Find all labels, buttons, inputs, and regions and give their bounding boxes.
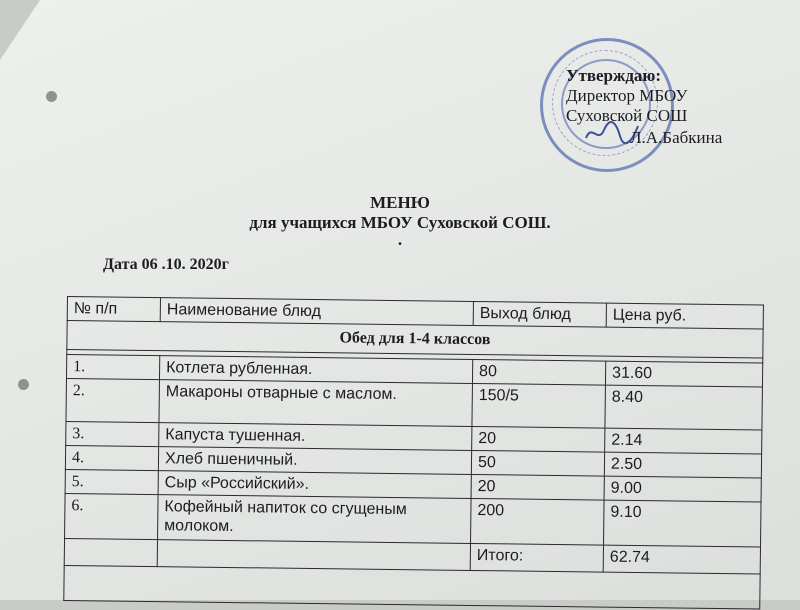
dish-portion: 200 xyxy=(471,498,605,545)
dish-portion: 20 xyxy=(472,426,605,452)
header-price: Цена руб. xyxy=(606,303,763,329)
approval-heading: Утверждаю: xyxy=(566,66,662,85)
total-value: 62.74 xyxy=(603,545,760,574)
section-title: Обед для 1-4 классов xyxy=(67,321,763,359)
header-portion: Выход блюд xyxy=(473,301,606,327)
menu-date: Дата 06 .10. 2020г xyxy=(103,256,229,273)
menu-subtitle: для учащихся МБОУ Суховской СОШ. xyxy=(249,213,551,232)
dish-price: 31.60 xyxy=(605,361,762,387)
menu-title: МЕНЮ xyxy=(370,193,430,212)
dish-portion: 50 xyxy=(471,450,604,476)
total-label: Итого: xyxy=(470,543,603,572)
dish-name: Капуста тушенная. xyxy=(159,423,472,451)
row-number: 2. xyxy=(66,378,160,422)
dish-name: Кофейный напиток со сгущеным молоком. xyxy=(158,495,472,544)
dish-name: Макароны отварные с маслом. xyxy=(159,380,473,427)
row-number: 5. xyxy=(65,469,158,494)
row-number: 3. xyxy=(66,421,159,446)
dish-price: 2.50 xyxy=(604,452,761,478)
punch-hole xyxy=(18,379,29,390)
subtitle-dot: . xyxy=(397,230,403,249)
approval-school: Суховской СОШ xyxy=(566,106,688,125)
dish-price: 9.10 xyxy=(603,500,761,547)
row-number: 1. xyxy=(66,355,159,380)
dish-portion: 80 xyxy=(472,359,605,385)
header-dish-name: Наименование блюд xyxy=(160,298,473,326)
dish-name: Котлета рубленная. xyxy=(159,356,472,384)
approval-position: Директор МБОУ xyxy=(566,86,688,105)
dish-price: 9.00 xyxy=(604,476,761,502)
dish-name: Хлеб пшеничный. xyxy=(158,447,471,475)
row-number: 4. xyxy=(65,445,158,470)
dish-portion: 150/5 xyxy=(472,383,606,428)
row-number: 6. xyxy=(65,493,159,539)
dish-price: 2.14 xyxy=(605,428,762,454)
approval-name: Л.А.Бабкина xyxy=(630,128,723,147)
header-number: № п/п xyxy=(67,297,160,322)
dish-price: 8.40 xyxy=(605,385,763,430)
punch-hole xyxy=(46,91,57,102)
menu-table xyxy=(63,296,764,609)
dish-name: Сыр «Российский». xyxy=(158,471,471,499)
dish-portion: 20 xyxy=(471,474,604,500)
